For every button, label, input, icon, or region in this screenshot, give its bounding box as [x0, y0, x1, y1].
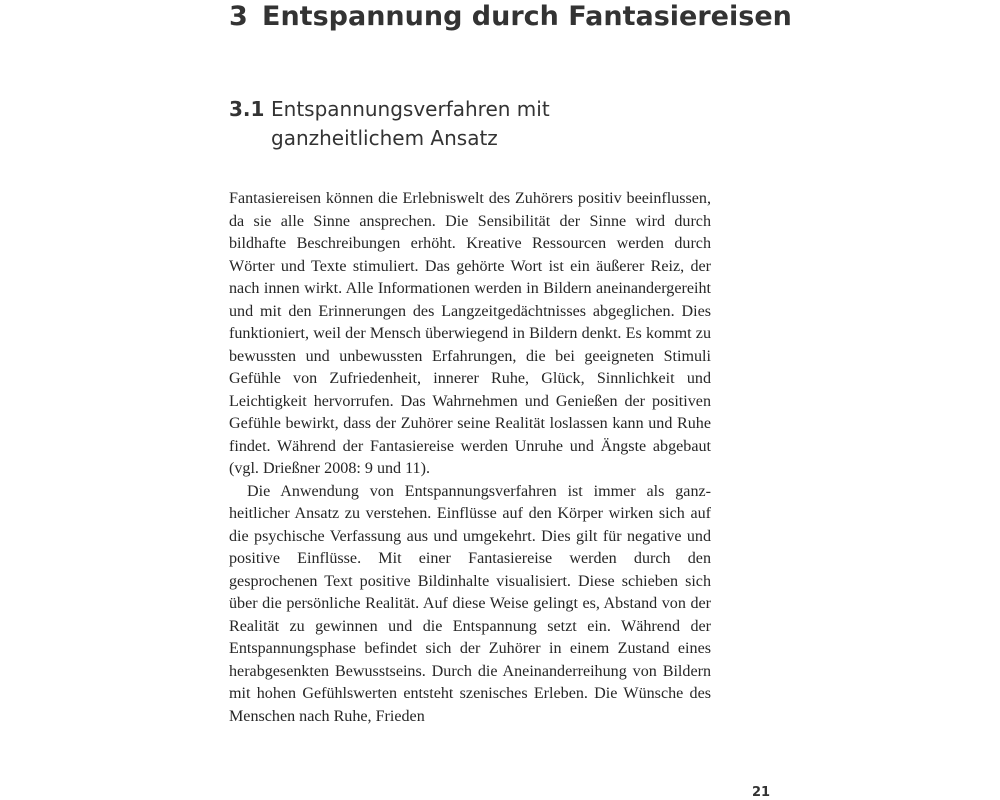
body-text [229, 188, 711, 728]
section-heading [229, 95, 571, 153]
paragraph: Fantasiereisen können die Erlebniswelt des Zuhörers positiv beeinflussen, da sie alle Sinne ansprechen. Die Sensibilität der Sinne wird durch bildhafte Beschreibungen erhöht. Kreative Ressourcen werden durch Wörter und Texte stimuliert. Das gehörte Wort ist ein äußerer Reiz, der nach innen wirkt. Alle Informationen werden in Bildern aneinandergereiht und mit den Erinnerungen des Langzeitgedächtnisses abgeglichen. Dies funktioniert, weil der Mensch überwiegend in Bildern denkt. Es kommt zu bewussten und unbewussten Erfahrungen, die bei geeigneten Stimuli Gefühle von Zufriedenheit, innerer Ruhe, Glück, Sinnlichkeit und Leichtigkeit hervorrufen. Das Wahrnehmen und Genießen der positiven Gefühle bewirkt, dass der Zuhörer seine Realität loslassen kann und Ruhe findet. Während der Fantasiereise werden Unruhe und Ängste abgebaut (vgl. Drießner 2008: 9 und 11). [229, 190, 711, 477]
section-number: 3.1 [229, 97, 265, 121]
chapter-number: 3 [229, 1, 248, 32]
paragraph: Die Anwendung von Entspannungsverfahren ist immer als ganzheitlicher Ansatz zu verstehen. Einflüsse auf den Körper wirken sich auf die psychische Verfassung aus und umgekehrt. Dies gilt für negative und positive Einflüsse. Mit einer Fantasiereise werden durch den gesprochenen Text positive Bildinhalte visualisiert. Diese schieben sich über die persönliche Realität. Auf diese Weise gelingt es, Abstand von der Realität zu gewinnen und die Entspannung setzt ein. Während der Entspannungsphase befindet sich der Zuhörer in einem Zustand eines herabgesenkten Bewusstseins. Durch die Aneinanderreihung von Bildern mit hohen Gefühlswerten entsteht szenisches Erleben. Die Wünsche des Menschen nach Ruhe, Frieden [229, 482, 711, 725]
chapter-title: Entspannung durch Fantasiereisen [262, 1, 792, 32]
page-number: 21 [752, 785, 771, 800]
chapter-heading [229, 0, 792, 34]
section-title: Entspannungsverfahren mit ganzheitlichem Ansatz [271, 97, 550, 150]
